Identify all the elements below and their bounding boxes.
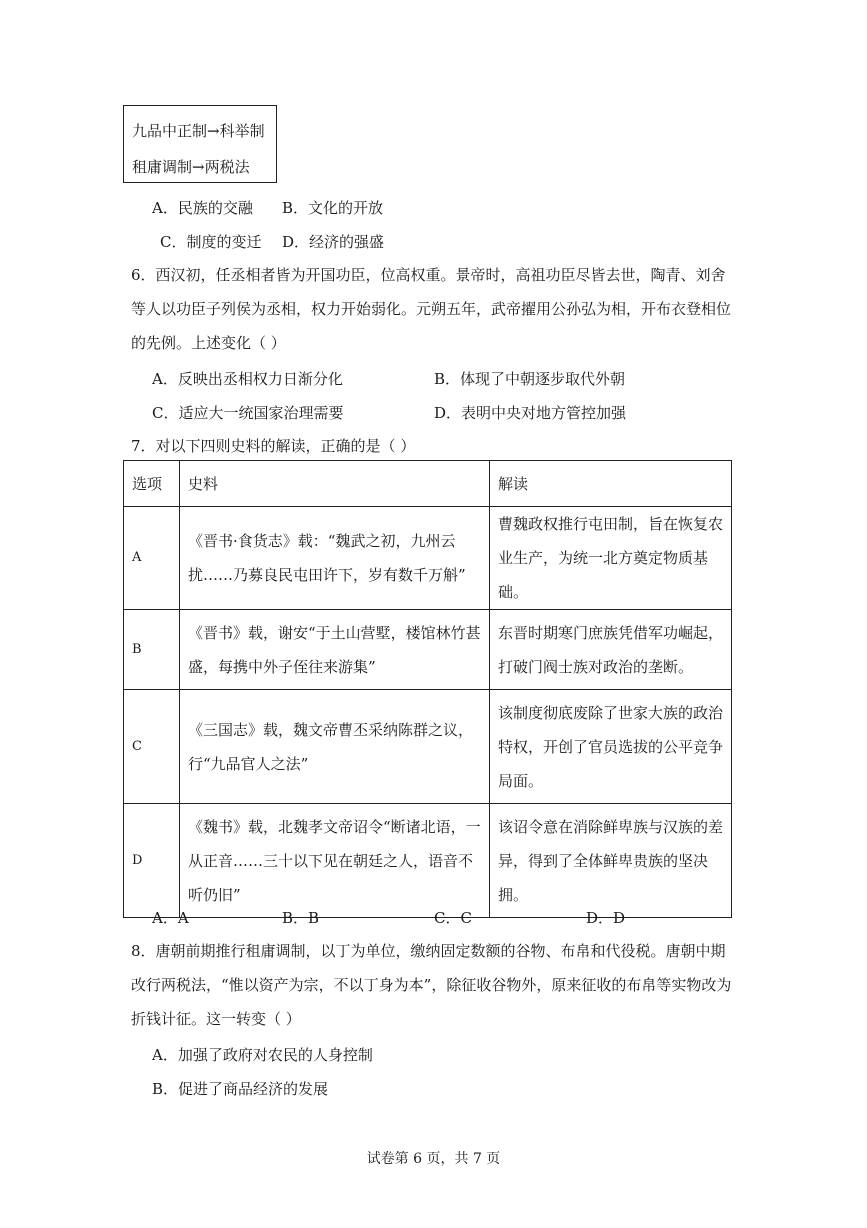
row-option: A	[124, 507, 180, 610]
row-option: C	[124, 690, 180, 804]
table-row	[124, 690, 732, 804]
q7-option-d[interactable]: D．D	[586, 909, 626, 927]
source-table	[123, 460, 732, 918]
q5-option-d[interactable]: D．经济的强盛	[282, 233, 385, 251]
header-reading: 解读	[490, 461, 732, 507]
q8-option-a[interactable]: A．加强了政府对农民的人身控制	[152, 1046, 373, 1064]
q6-stem-line-2: 等人以功臣子列侯为丞相，权力开始弱化。元朔五年，武帝擢用公孙弘为相，开布衣登相位	[131, 300, 732, 318]
row-source: 《晋书》载，谢安“于土山营墅，楼馆林竹甚盛，每携中外子侄往来游集”	[180, 610, 490, 690]
q7-stem: 7．对以下四则史料的解读，正确的是（ ）	[131, 437, 416, 455]
table-row	[124, 507, 732, 610]
row-reading: 该制度彻底废除了世家大族的政治特权，开创了官员选拔的公平竞争局面。	[490, 690, 732, 804]
table-row	[124, 804, 732, 918]
box-line-1: 九品中正制→科举制	[132, 122, 265, 140]
table-header-row	[124, 461, 732, 507]
q6-option-a[interactable]: A．反映出丞相权力日渐分化	[152, 370, 343, 388]
q7-option-b[interactable]: B．B	[282, 909, 320, 927]
row-reading: 该诏令意在消除鲜卑族与汉族的差异，得到了全体鲜卑贵族的坚决拥。	[490, 804, 732, 918]
row-source: 《三国志》载，魏文帝曹丕采纳陈群之议，行“九品官人之法”	[180, 690, 490, 804]
row-source: 《晋书·食货志》载：“魏武之初，九州云扰……乃募良民屯田许下，岁有数千万斛”	[180, 507, 490, 610]
header-source: 史料	[180, 461, 490, 507]
box-line-2: 租庸调制→两税法	[132, 158, 250, 176]
row-reading: 东晋时期寒门庶族凭借军功崛起，打破门阀士族对政治的垄断。	[490, 610, 732, 690]
q6-stem-line-1: 6．西汉初，任丞相者皆为开国功臣，位高权重。景帝时，高祖功臣尽皆去世，陶青、刘舍	[131, 266, 726, 284]
q6-option-c[interactable]: C．适应大一统国家治理需要	[152, 404, 344, 422]
q5-option-a[interactable]: A．民族的交融	[152, 199, 253, 217]
table-row	[124, 610, 732, 690]
q8-stem-line-2: 改行两税法，“惟以资产为宗，不以丁身为本”，除征收谷物外，原来征收的布帛等实物改为	[131, 976, 732, 994]
q5-option-b[interactable]: B．文化的开放	[282, 199, 384, 217]
row-option: D	[124, 804, 180, 918]
q8-stem-line-1: 8．唐朝前期推行租庸调制，以丁为单位，缴纳固定数额的谷物、布帛和代役税。唐朝中期	[131, 942, 726, 960]
q6-option-b[interactable]: B．体现了中朝逐步取代外朝	[434, 370, 626, 388]
page-footer: 试卷第 6 页，共 7 页	[366, 1151, 501, 1167]
q7-option-a[interactable]: A．A	[152, 909, 189, 927]
row-source: 《魏书》载，北魏孝文帝诏令“断诸北语，一从正音……三十以下见在朝廷之人，语音不听仍旧”	[180, 804, 490, 918]
timeline-box	[123, 105, 277, 183]
row-reading: 曹魏政权推行屯田制，旨在恢复农业生产，为统一北方奠定物质基础。	[490, 507, 732, 610]
header-option: 选项	[124, 461, 180, 507]
row-option: B	[124, 610, 180, 690]
q6-stem-line-3: 的先例。上述变化（ ）	[131, 334, 286, 352]
q7-option-c[interactable]: C．C	[434, 909, 472, 927]
q8-option-b[interactable]: B．促进了商品经济的发展	[152, 1080, 329, 1098]
q8-stem-line-3: 折钱计征。这一转变（ ）	[131, 1010, 301, 1028]
q5-option-c[interactable]: C．制度的变迁	[160, 233, 262, 251]
q6-option-d[interactable]: D．表明中央对地方管控加强	[434, 404, 627, 422]
